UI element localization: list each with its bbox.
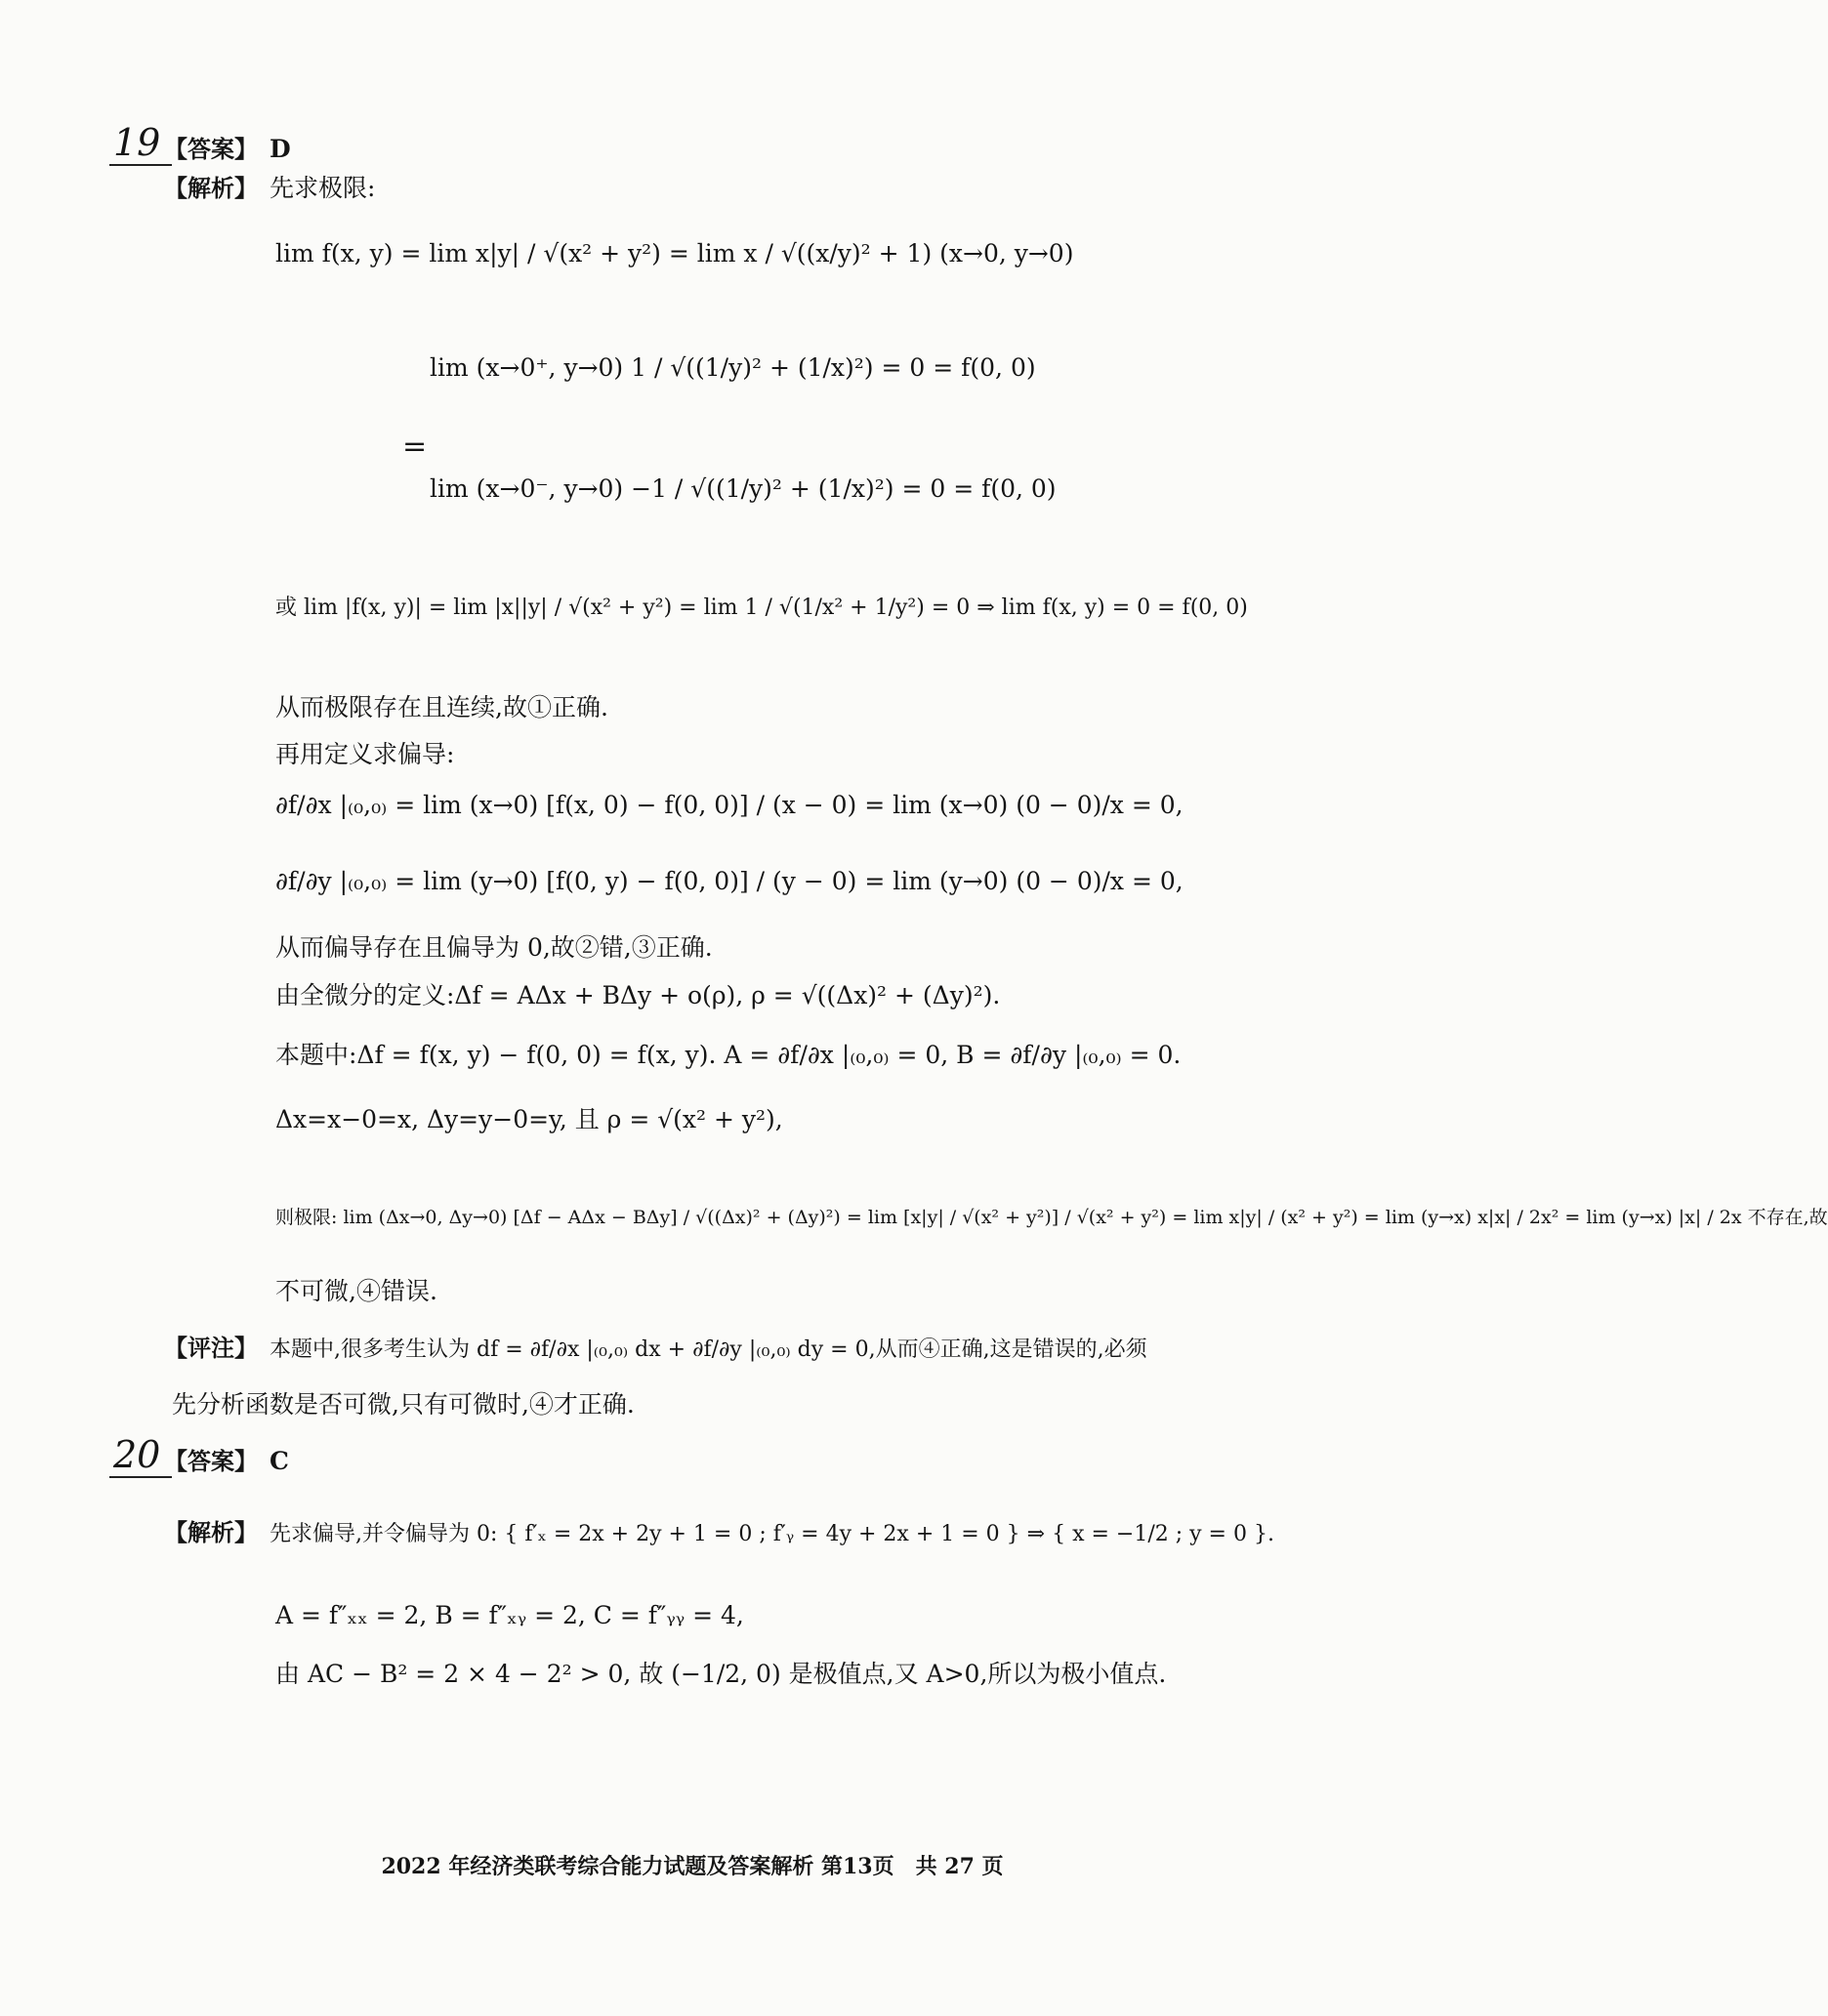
conclusion-continuity: 从而极限存在且连续,故①正确. <box>275 693 608 721</box>
differential-definition: 由全微分的定义:Δf = AΔx + BΔy + o(ρ), ρ = √((Δx)² + (Δy)²). <box>275 981 1001 1009</box>
q20-second-derivatives: A = f″ₓₓ = 2, B = f″ₓᵧ = 2, C = f″ᵧᵧ = 4, <box>275 1601 744 1629</box>
answer-tag: 【答案】 <box>164 136 258 163</box>
q20-analysis-row <box>164 1518 1274 1547</box>
comment-tag: 【评注】 <box>164 1335 258 1362</box>
partial-x: ∂f/∂x |₍₀,₀₎ = lim (x→0) [f(x, 0) − f(0, 0)] / (x − 0) = lim (x→0) (0 − 0)/x = 0, <box>275 791 1184 819</box>
page-footer: 2022 年经济类联考综合能力试题及答案解析 第13页 共 27 页 <box>381 1854 1004 1879</box>
final-limit: 则极限: lim (Δx→0, Δy→0) [Δf − AΔx − BΔy] / √((Δx)² + (Δy)²) = lim [x|y| / √(x² + y²)] / √(x² + y²) = lim x|y| / (x² + y²) = lim (y→x) x|x| / 2x² = lim (y→x) |x| / 2x 不存在,故 <box>275 1207 1828 1228</box>
conclusion-differentiable: 不可微,④错误. <box>275 1277 437 1305</box>
analysis-tag: 【解析】 <box>164 1519 258 1546</box>
analysis-tag: 【解析】 <box>164 175 258 202</box>
partial-intro: 再用定义求偏导: <box>275 740 455 768</box>
q19-answer-row <box>164 135 291 164</box>
question-number-20: 20 <box>109 1435 172 1478</box>
limit-case-2: lim (x→0⁻, y→0) −1 / √((1/y)² + (1/x)²) = 0 = f(0, 0) <box>430 474 1057 503</box>
limit-line-1: lim f(x, y) = lim x|y| / √(x² + y²) = lim x / √((x/y)² + 1) (x→0, y→0) <box>275 239 1074 267</box>
answer-tag: 【答案】 <box>164 1448 258 1475</box>
comment-text-1: 本题中,很多考生认为 df = ∂f/∂x |₍₀,₀₎ dx + ∂f/∂y |₍₀,₀₎ dy = 0,从而④正确,这是错误的,必须 <box>270 1337 1147 1362</box>
question-number-19: 19 <box>109 123 172 166</box>
this-problem-line: 本题中:Δf = f(x, y) − f(0, 0) = f(x, y). A = ∂f/∂x |₍₀,₀₎ = 0, B = ∂f/∂y |₍₀,₀₎ = 0. <box>275 1041 1182 1069</box>
delta-line: Δx=x−0=x, Δy=y−0=y, 且 ρ = √(x² + y²), <box>275 1105 783 1133</box>
limit-case-1: lim (x→0⁺, y→0) 1 / √((1/y)² + (1/x)²) = 0 = f(0, 0) <box>430 353 1036 382</box>
comment-row-1 <box>164 1334 1147 1363</box>
limit-case-brace: = <box>402 430 428 464</box>
q20-answer-row <box>164 1447 289 1476</box>
answer-value: C <box>270 1447 289 1475</box>
analysis-intro: 先求极限: <box>270 174 376 202</box>
conclusion-partial: 从而偏导存在且偏导为 0,故②错,③正确. <box>275 933 713 962</box>
q20-conclusion: 由 AC − B² = 2 × 4 − 2² > 0, 故 (−1/2, 0) 是极值点,又 A>0,所以为极小值点. <box>275 1660 1167 1688</box>
comment-row-2: 先分析函数是否可微,只有可微时,④才正确. <box>172 1390 635 1419</box>
answer-value: D <box>270 135 291 163</box>
partial-y: ∂f/∂y |₍₀,₀₎ = lim (y→0) [f(0, y) − f(0, 0)] / (y − 0) = lim (y→0) (0 − 0)/x = 0, <box>275 867 1184 895</box>
q20-partials: 先求偏导,并令偏导为 0: { f′ₓ = 2x + 2y + 1 = 0 ; f′ᵧ = 4y + 2x + 1 = 0 } ⇒ { x = −1/2 ; y = 0 }. <box>270 1522 1274 1546</box>
q19-analysis-row <box>164 174 375 203</box>
limit-alternative: 或 lim |f(x, y)| = lim |x||y| / √(x² + y²) = lim 1 / √(1/x² + 1/y²) = 0 ⇒ lim f(x, y) = 0 = f(0, 0) <box>275 596 1248 620</box>
